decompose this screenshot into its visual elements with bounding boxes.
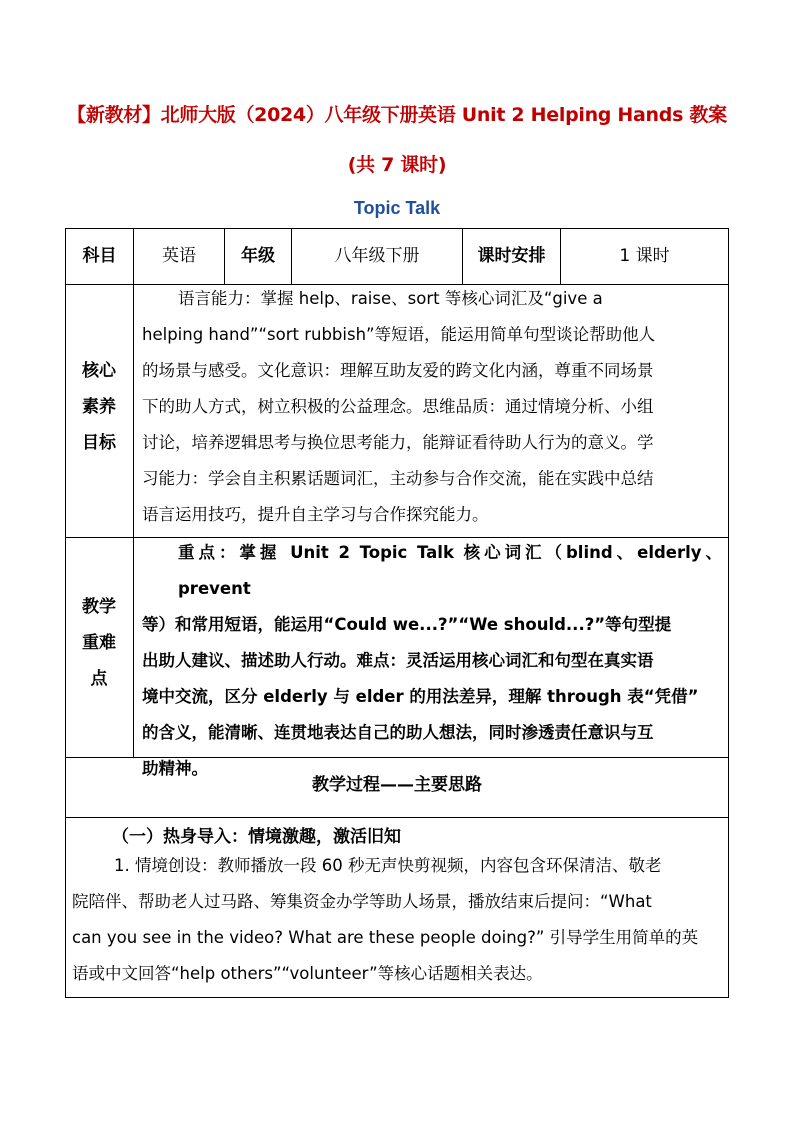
grade-label: 年级 <box>241 246 275 266</box>
label-char: 素养 <box>82 397 116 417</box>
key-points-label <box>66 589 132 697</box>
text-line: 讨论，培养逻辑思考与换位思考能力，能辩证看待助人行为的意义。学 <box>142 433 654 452</box>
subject-label: 科目 <box>82 246 117 266</box>
text-line: 下的助人方式，树立积极的公益理念。思维品质：通过情境分析、小组 <box>142 397 654 416</box>
label-char: 点 <box>90 669 108 689</box>
key-points-text <box>142 535 722 787</box>
label-char: 核心 <box>82 361 116 381</box>
document-title-lesson-count: (共 7 课时) <box>347 154 447 176</box>
text-line: helping hand”“sort rubbish”等短语，能运用简单句型谈论帮助他人 <box>142 325 656 344</box>
text-line: 的场景与感受。文化意识：理解互助友爱的跨文化内涵，尊重不同场景 <box>142 361 654 380</box>
grade-value: 八年级下册 <box>334 246 420 266</box>
text-line: 语或中文回答“help others”“volunteer”等核心话题相关表达。 <box>72 964 543 983</box>
col-divider <box>133 284 134 757</box>
subject-value: 英语 <box>162 246 196 266</box>
document-title: 【新教材】北师大版（2024）八年级下册英语 Unit 2 Helping Hands 教案 <box>67 104 727 126</box>
hours-label: 课时安排 <box>477 246 546 266</box>
text-line: 的含义，能清晰、连贯地表达自己的助人想法，同时渗透责任意识与互 <box>142 723 654 742</box>
hours-value: 1 课时 <box>619 246 670 266</box>
text-line: 院陪伴、帮助老人过马路、筹集资金办学等助人场景，播放结束后提问：“What <box>72 892 652 911</box>
core-goals-text <box>142 281 722 533</box>
text-line: 习能力：学会自主积累话题词汇，主动参与合作交流，能在实践中总结 <box>142 469 654 488</box>
text-line: 出助人建议、描述助人行动。难点：灵活运用核心词汇和句型在真实语 <box>142 651 654 670</box>
label-char: 重难 <box>82 633 116 653</box>
text-line: 等）和常用短语，能运用“Could we...?”“We should...?”等句型提 <box>142 615 672 634</box>
text-line: 助精神。 <box>142 759 208 778</box>
label-char: 教学 <box>82 597 116 617</box>
section1-title: （一）热身导入：情境激趣，激活旧知 <box>112 827 401 847</box>
text-line: can you see in the video? What are these people doing?” 引导学生用简单的英 <box>72 928 699 947</box>
row-divider <box>66 817 728 818</box>
text-line: 语言运用技巧，提升自主学习与合作探究能力。 <box>142 505 489 524</box>
label-char: 目标 <box>82 433 116 453</box>
text-line: 境中交流，区分 elderly 与 elder 的用法差异，理解 through 表“凭借” <box>142 687 699 706</box>
process-heading: 教学过程——主要思路 <box>312 775 482 795</box>
section-subtitle: Topic Talk <box>353 198 441 218</box>
section1-text <box>72 848 722 992</box>
lesson-plan-table <box>65 228 729 998</box>
text-line: 1. 情境创设：教师播放一段 60 秒无声快剪视频，内容包含环保清洁、敬老 <box>114 856 662 875</box>
core-goals-label <box>66 353 132 461</box>
text-line: 语言能力：掌握 help、raise、sort 等核心词汇及“give a <box>178 289 603 308</box>
text-line: 重点：掌握 Unit 2 Topic Talk 核心词汇（blind、elderly、prevent <box>178 543 722 598</box>
